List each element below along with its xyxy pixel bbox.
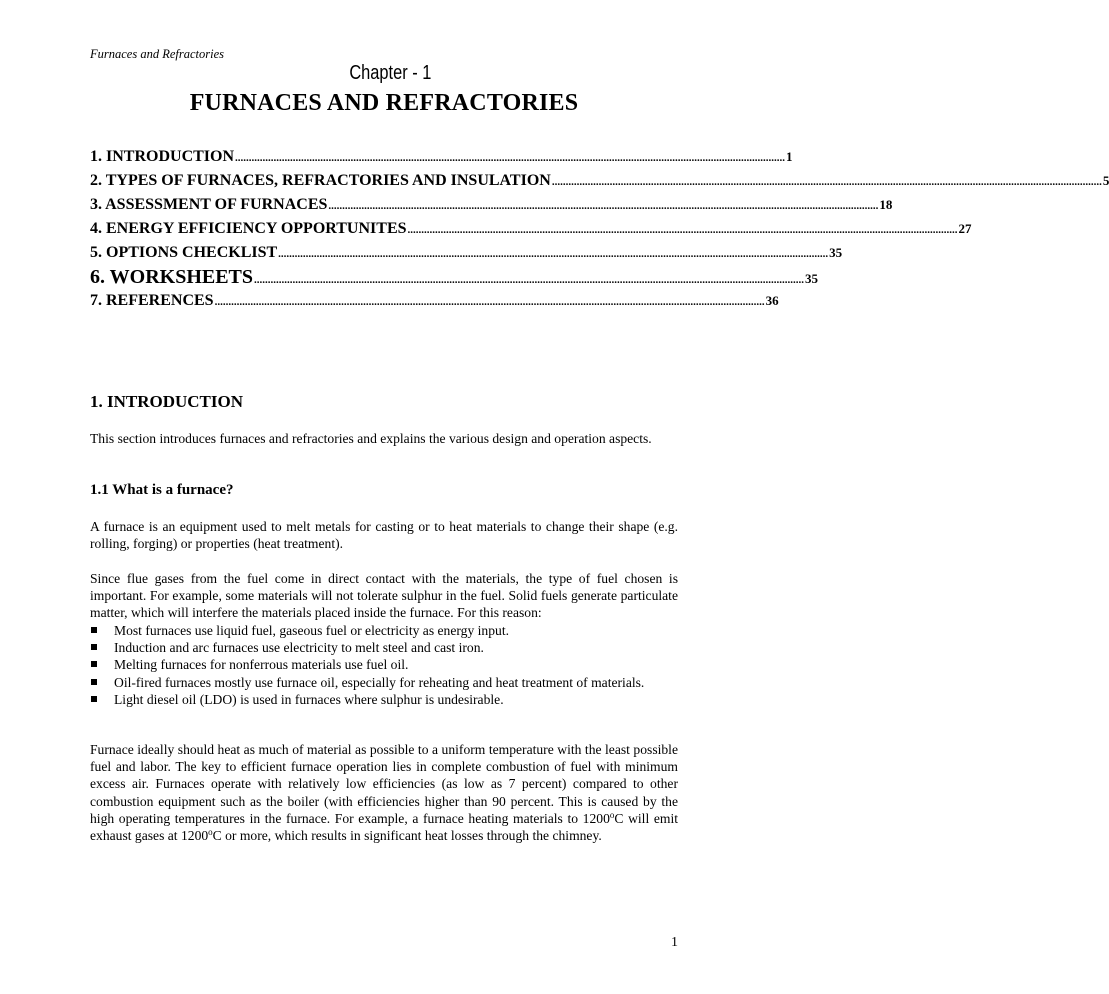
toc-entry-title: 7. REFERENCES	[90, 292, 214, 309]
toc-entry[interactable]	[90, 169, 1109, 193]
toc-leader-dots: ........................................................................................................................................................................................................	[278, 248, 829, 260]
toc-entry[interactable]	[90, 265, 819, 289]
toc-entry-page: 36	[765, 293, 779, 308]
toc-entry[interactable]	[90, 289, 779, 313]
toc-entry-page: 1	[786, 149, 793, 164]
list-item	[90, 656, 678, 673]
bullet-square-icon	[91, 679, 97, 685]
chapter-title: FURNACES AND REFRACTORIES	[189, 90, 579, 116]
toc-entry-title: 3. ASSESSMENT OF FURNACES	[90, 196, 328, 213]
degree-mark: o	[208, 827, 213, 838]
list-item-text: Melting furnaces for nonferrous materials use fuel oil.	[114, 657, 409, 673]
list-item	[90, 691, 678, 708]
toc-entry-title: 4. ENERGY EFFICIENCY OPPORTUNITES	[90, 220, 407, 237]
chapter-label: Chapter - 1	[349, 62, 432, 84]
toc-entry[interactable]	[90, 217, 972, 241]
list-item-text: Most furnaces use liquid fuel, gaseous fuel or electricity as energy input.	[114, 623, 509, 638]
toc-entry[interactable]	[90, 241, 843, 265]
toc-entry-title: 5. OPTIONS CHECKLIST	[90, 244, 278, 261]
toc-leader-dots: ........................................................................................................................................................................................................	[254, 274, 805, 286]
toc-entry[interactable]	[90, 193, 893, 217]
toc-entry-page: 18	[879, 197, 893, 212]
bullet-square-icon	[91, 661, 97, 667]
list-item-text: Oil-fired furnaces mostly use furnace oil, especially for reheating and heat treatment of materials.	[114, 674, 645, 690]
subsection-heading: 1.1 What is a furnace?	[90, 482, 234, 498]
list-item-text: Light diesel oil (LDO) is used in furnaces where sulphur is undesirable.	[114, 691, 504, 707]
toc-entry-page: 35	[805, 271, 819, 286]
efficiency-paragraph	[90, 741, 678, 844]
toc-leader-dots: ........................................................................................................................................................................................................	[214, 296, 765, 308]
document-page	[90, 0, 1109, 994]
toc-entry-title: 1. INTRODUCTION	[90, 148, 235, 165]
toc-entry-page: 5	[1102, 173, 1109, 188]
toc-entry-title: 6. WORKSHEETS	[90, 266, 254, 288]
toc-leader-dots: ........................................................................................................................................................................................................	[407, 224, 958, 236]
bullet-square-icon	[91, 696, 97, 702]
list-item	[90, 639, 678, 656]
list-item	[90, 674, 678, 691]
efficiency-text-part-1: Furnace ideally should heat as much of material as possible to a uniform temperature with the least possible fuel and labor. The key to efficient furnace operation lies in complete combustion of fuel with minimum excess air. Furnaces operate with relatively low efficiencies (as low as 7 percent) compared to other combustion equipment such as the boiler (with efficiencies higher than 90 percent. This is caused by the high operating temperatures in the furnace. For example, a furnace heating materials to 1200	[90, 742, 678, 826]
running-header: Furnaces and Refractories	[90, 47, 225, 61]
list-item-text: Induction and arc furnaces use electricity to melt steel and cast iron.	[114, 640, 484, 656]
furnace-definition-paragraph: A furnace is an equipment used to melt metals for casting or to heat materials to change their shape (e.g. rolling, forging) or properties (heat treatment).	[90, 519, 678, 552]
bullet-square-icon	[91, 627, 97, 633]
toc-leader-dots: ........................................................................................................................................................................................................	[328, 200, 879, 212]
fuel-paragraph: Since flue gases from the fuel come in direct contact with the materials, the type of fuel chosen is important. For example, some materials will not tolerate sulphur in the fuel. Solid fuels generate particulate matter, which will interfere the materials placed inside the furnace. For this reason:	[90, 571, 678, 621]
toc-leader-dots: ........................................................................................................................................................................................................	[235, 152, 786, 164]
intro-paragraph: This section introduces furnaces and refractories and explains the various design and operation aspects.	[90, 431, 652, 446]
toc-entry[interactable]	[90, 145, 793, 169]
page-number: 1	[671, 935, 678, 950]
toc-entry-page: 27	[958, 221, 972, 236]
fuel-bullet-list	[90, 622, 678, 708]
section-heading: 1. INTRODUCTION	[90, 392, 244, 411]
toc-entry-page: 35	[829, 245, 843, 260]
toc-leader-dots: ........................................................................................................................................................................................................	[551, 176, 1102, 188]
efficiency-text-part-2: C will emit exhaust gases at 1200	[90, 810, 679, 844]
toc-entry-title: 2. TYPES OF FURNACES, REFRACTORIES AND INSULATION	[90, 172, 551, 189]
list-item	[90, 622, 678, 639]
degree-mark: o	[609, 809, 615, 820]
efficiency-text-part-3: C or more, which results in significant heat losses through the chimney.	[212, 828, 602, 844]
table-of-contents	[90, 145, 1109, 313]
bullet-square-icon	[91, 644, 97, 650]
